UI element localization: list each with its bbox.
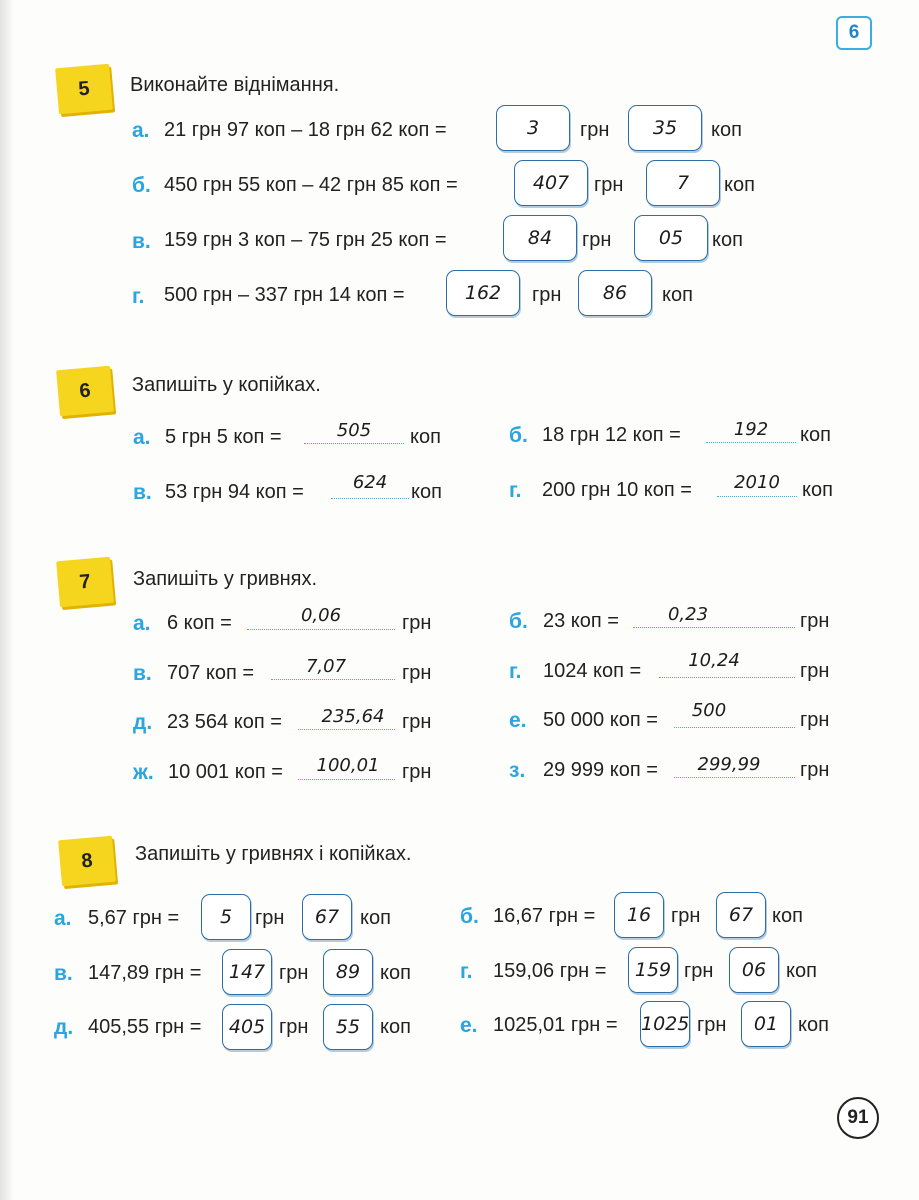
ex8-unit: коп (786, 960, 817, 982)
ex5-letter: б. (132, 174, 151, 197)
ex7-expression: 707 коп = (167, 662, 255, 684)
ex7-letter: е. (509, 709, 527, 732)
section-badge: 6 (836, 16, 872, 50)
ex5-expression: 21 грн 97 коп – 18 грн 62 коп = (164, 119, 447, 141)
ex7-unit: грн (800, 660, 830, 682)
ex6-unit: коп (411, 481, 442, 503)
ex7-answer: 0,06 (300, 605, 342, 626)
ex8-kop-answer-box[interactable]: 67 (302, 894, 352, 940)
ex7-answer: 10,24 (688, 650, 740, 671)
ex8-letter: а. (54, 907, 72, 930)
ex5-unit: коп (662, 284, 693, 306)
ex7-expression: 6 коп = (167, 612, 232, 634)
ex8-grn-answer-box[interactable]: 1025 (640, 1001, 690, 1047)
ex5-letter: а. (132, 119, 150, 142)
ex7-answer-line (659, 677, 795, 678)
ex5-grn-answer-box[interactable]: 3 (496, 105, 570, 151)
ex8-letter: в. (54, 962, 73, 985)
ex7-answer-line (674, 777, 795, 778)
ex5-expression: 159 грн 3 коп – 75 грн 25 коп = (164, 229, 447, 251)
ex5-unit: грн (594, 174, 624, 196)
exercise-8-number: 8 (58, 836, 116, 887)
ex5-unit: грн (580, 119, 610, 141)
ex5-grn-answer-box[interactable]: 407 (514, 160, 588, 206)
ex7-unit: грн (800, 709, 830, 731)
ex8-kop-answer-box[interactable]: 55 (323, 1004, 373, 1050)
exercise-6-number: 6 (56, 366, 114, 417)
ex8-expression: 147,89 грн = (88, 962, 202, 984)
ex7-answer: 0,23 (667, 604, 709, 625)
ex7-unit: грн (402, 612, 432, 634)
ex7-expression: 10 001 коп = (168, 761, 283, 783)
ex7-expression: 23 коп = (543, 610, 619, 632)
ex8-unit: коп (360, 907, 391, 929)
ex7-answer-line (298, 729, 395, 730)
ex6-letter: а. (133, 426, 151, 449)
ex7-expression: 50 000 коп = (543, 709, 658, 731)
ex8-letter: г. (460, 960, 473, 983)
ex7-letter: в. (133, 662, 152, 685)
ex6-answer: 505 (336, 420, 372, 441)
ex7-letter: з. (509, 759, 526, 782)
ex8-letter: е. (460, 1014, 478, 1037)
ex5-unit: коп (712, 229, 743, 251)
ex7-answer: 500 (691, 700, 727, 721)
ex7-answer: 235,64 (321, 706, 385, 727)
ex8-unit: грн (279, 1016, 309, 1038)
ex8-grn-answer-box[interactable]: 405 (222, 1004, 272, 1050)
ex6-letter: г. (509, 479, 522, 502)
ex7-answer: 100,01 (316, 755, 380, 776)
ex8-unit: грн (279, 962, 309, 984)
ex8-unit: коп (772, 905, 803, 927)
ex5-letter: г. (132, 285, 145, 308)
ex6-answer-line (717, 496, 797, 497)
ex7-answer-line (674, 727, 795, 728)
ex5-kop-answer-box[interactable]: 05 (634, 215, 708, 261)
ex8-letter: д. (54, 1016, 74, 1039)
ex7-answer-line (298, 779, 395, 780)
ex5-grn-answer-box[interactable]: 84 (503, 215, 577, 261)
ex7-expression: 29 999 коп = (543, 759, 658, 781)
exercise-7-number: 7 (56, 557, 114, 608)
ex6-expression: 5 грн 5 коп = (165, 426, 282, 448)
ex6-answer: 192 (733, 419, 769, 440)
ex6-answer: 2010 (734, 472, 780, 493)
page-number: 91 (837, 1097, 879, 1139)
page-edge-shadow (0, 0, 14, 1200)
ex8-kop-answer-box[interactable]: 89 (323, 949, 373, 995)
ex8-kop-answer-box[interactable]: 06 (729, 947, 779, 993)
ex6-unit: коп (802, 479, 833, 501)
ex8-unit: коп (380, 962, 411, 984)
ex6-answer-line (706, 442, 796, 443)
ex8-grn-answer-box[interactable]: 159 (628, 947, 678, 993)
ex5-unit: коп (711, 119, 742, 141)
ex8-kop-answer-box[interactable]: 01 (741, 1001, 791, 1047)
ex6-answer: 624 (352, 472, 388, 493)
ex8-expression: 1025,01 грн = (493, 1014, 618, 1036)
ex8-expression: 405,55 грн = (88, 1016, 202, 1038)
ex8-grn-answer-box[interactable]: 16 (614, 892, 664, 938)
ex6-answer-line (331, 498, 409, 499)
ex7-letter: а. (133, 612, 151, 635)
exercise-6-title: Запишіть у копійках. (132, 374, 321, 396)
ex6-letter: б. (509, 424, 528, 447)
ex7-expression: 1024 коп = (543, 660, 642, 682)
ex7-answer-line (247, 629, 395, 630)
ex8-unit: коп (380, 1016, 411, 1038)
ex8-grn-answer-box[interactable]: 147 (222, 949, 272, 995)
ex7-answer-line (271, 679, 395, 680)
exercise-7-title: Запишіть у гривнях. (133, 568, 318, 590)
ex7-answer: 299,99 (697, 754, 761, 775)
ex5-unit: грн (582, 229, 612, 251)
ex8-expression: 5,67 грн = (88, 907, 180, 929)
ex7-unit: грн (800, 759, 830, 781)
exercise-8-title: Запишіть у гривнях і копійках. (135, 843, 412, 865)
ex5-expression: 450 грн 55 коп – 42 грн 85 коп = (164, 174, 458, 196)
exercise-5-number: 5 (55, 64, 113, 115)
ex8-unit: грн (255, 907, 285, 929)
ex5-unit: грн (532, 284, 562, 306)
ex7-letter: г. (509, 660, 522, 683)
ex7-letter: б. (509, 610, 528, 633)
ex7-letter: д. (133, 711, 153, 734)
ex6-expression: 200 грн 10 коп = (542, 479, 692, 501)
ex7-unit: грн (402, 662, 432, 684)
ex5-expression: 500 грн – 337 грн 14 коп = (164, 284, 405, 306)
ex8-unit: грн (671, 905, 701, 927)
ex5-letter: в. (132, 230, 151, 253)
ex6-letter: в. (133, 481, 152, 504)
ex6-expression: 18 грн 12 коп = (542, 424, 681, 446)
ex5-kop-answer-box[interactable]: 86 (578, 270, 652, 316)
ex8-unit: грн (684, 960, 714, 982)
ex7-answer: 7,07 (305, 656, 347, 677)
ex7-unit: грн (402, 711, 432, 733)
ex7-unit: грн (800, 610, 830, 632)
ex6-expression: 53 грн 94 коп = (165, 481, 304, 503)
ex8-unit: коп (798, 1014, 829, 1036)
ex7-answer-line (633, 627, 795, 628)
ex8-letter: б. (460, 905, 479, 928)
ex6-unit: коп (800, 424, 831, 446)
ex6-answer-line (304, 443, 404, 444)
ex7-letter: ж. (133, 761, 154, 784)
ex7-unit: грн (402, 761, 432, 783)
ex5-kop-answer-box[interactable]: 7 (646, 160, 720, 206)
exercise-5-title: Виконайте віднімання. (130, 74, 340, 96)
ex8-expression: 16,67 грн = (493, 905, 596, 927)
ex5-kop-answer-box[interactable]: 35 (628, 105, 702, 151)
ex8-kop-answer-box[interactable]: 67 (716, 892, 766, 938)
ex6-unit: коп (410, 426, 441, 448)
ex7-expression: 23 564 коп = (167, 711, 282, 733)
ex8-unit: грн (697, 1014, 727, 1036)
ex8-expression: 159,06 грн = (493, 960, 607, 982)
ex5-unit: коп (724, 174, 755, 196)
ex5-grn-answer-box[interactable]: 162 (446, 270, 520, 316)
ex8-grn-answer-box[interactable]: 5 (201, 894, 251, 940)
